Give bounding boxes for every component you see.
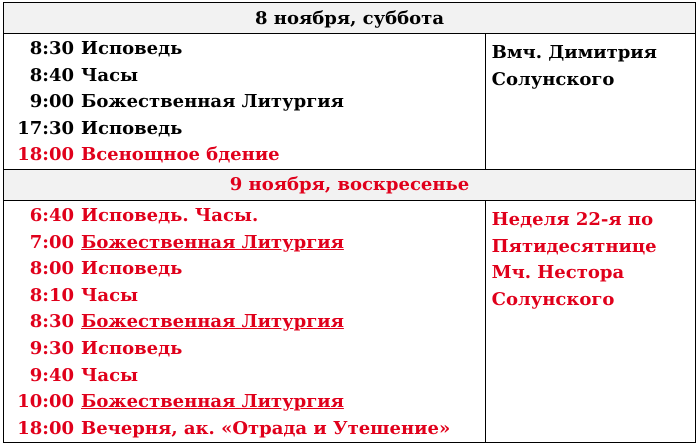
- service-time: 10:00: [17, 391, 74, 413]
- feast-note-line: Вмч. Димитрия: [491, 42, 657, 63]
- service-name: Исповедь: [81, 258, 183, 280]
- service-item: [4, 142, 485, 169]
- service-item: [4, 89, 485, 116]
- service-name: Исповедь. Часы.: [81, 204, 259, 226]
- service-time: 8:00: [29, 258, 74, 280]
- service-name: Исповедь: [81, 117, 183, 139]
- day-body-row: [4, 200, 696, 442]
- service-name: Часы: [81, 64, 139, 86]
- service-name: Божественная Литургия: [81, 391, 344, 413]
- service-time: 9:00: [29, 91, 74, 113]
- feast-note-line: Пятидесятнице: [491, 235, 657, 257]
- service-item: [4, 63, 485, 90]
- service-time: 8:40: [29, 64, 74, 86]
- feast-note-line: Мч. Нестора: [491, 262, 625, 284]
- service-item: [4, 256, 485, 283]
- service-name: Часы: [81, 284, 139, 306]
- feast-note: [485, 200, 695, 442]
- feast-note-line: Солунского: [491, 68, 615, 90]
- feast-note-line: Солунского: [491, 288, 615, 310]
- service-list: [4, 34, 486, 170]
- service-time: 17:30: [17, 117, 74, 139]
- service-name: Всенощное бдение: [81, 144, 280, 166]
- service-name: Божественная Литургия: [81, 311, 344, 333]
- service-time: 7:00: [29, 231, 74, 253]
- service-item: [4, 363, 485, 390]
- day-body-row: [4, 34, 696, 170]
- service-time: 18:00: [17, 144, 74, 166]
- service-time: 6:40: [29, 204, 74, 226]
- service-name: Исповедь: [81, 337, 183, 359]
- service-name: Божественная Литургия: [81, 91, 344, 113]
- service-item: [4, 389, 485, 416]
- day-header-row: [4, 169, 696, 200]
- service-item: [4, 230, 485, 257]
- service-name: Исповедь: [81, 38, 183, 59]
- feast-note: [485, 34, 695, 170]
- service-item: [4, 203, 485, 230]
- service-item: [4, 416, 485, 443]
- day-header: 9 ноября, воскресенье: [4, 169, 696, 200]
- service-item: [4, 283, 485, 310]
- schedule-table: [3, 2, 696, 443]
- service-time: 9:40: [29, 364, 74, 386]
- service-time: 8:10: [29, 284, 74, 306]
- service-name: Часы: [81, 364, 139, 386]
- service-item: [4, 336, 485, 363]
- day-header-row: [4, 3, 696, 34]
- service-name: Божественная Литургия: [81, 231, 344, 253]
- service-time: 8:30: [29, 311, 74, 333]
- feast-note-line: Неделя 22-я по: [491, 208, 654, 230]
- service-time: 9:30: [29, 337, 74, 359]
- service-time: 8:30: [29, 38, 74, 59]
- day-header: 8 ноября, суббота: [4, 3, 696, 34]
- service-item: [4, 36, 485, 63]
- service-item: [4, 116, 485, 143]
- service-list: [4, 200, 486, 442]
- service-time: 18:00: [17, 417, 74, 439]
- service-name: Вечерня, ак. «Отрада и Утешение»: [81, 417, 451, 439]
- service-item: [4, 309, 485, 336]
